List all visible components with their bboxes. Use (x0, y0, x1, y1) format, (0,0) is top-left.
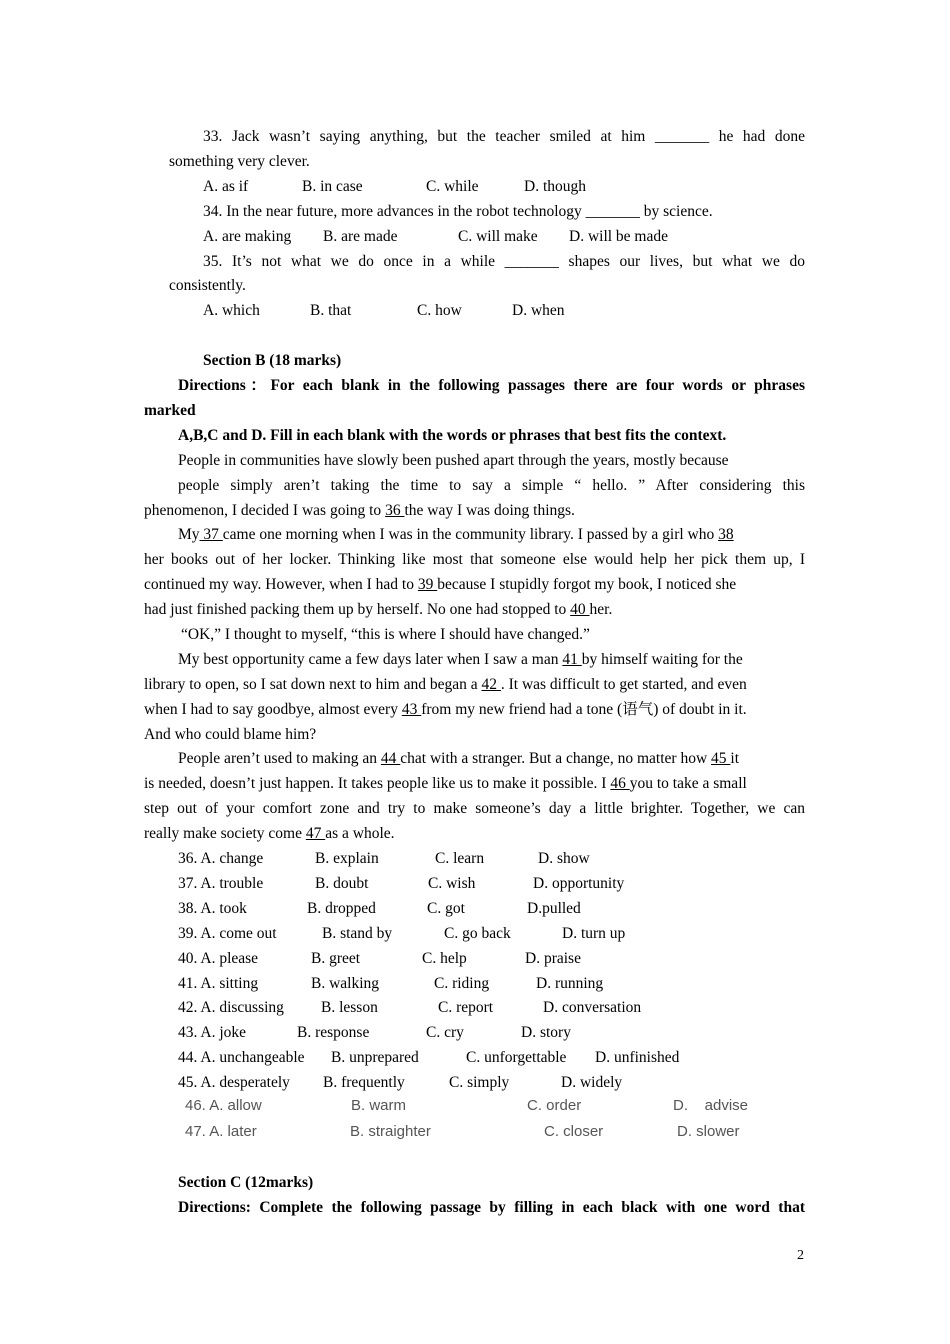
blank-46: 46 (610, 775, 630, 792)
option-b: B. dropped (307, 900, 376, 917)
question-35-text: 35. It’s not what we do once in a while _______ shapes our lives, but what we do (203, 253, 805, 270)
passage-line (144, 600, 612, 620)
blank-41: 41 (562, 651, 582, 668)
option-c: C. while (426, 178, 479, 195)
passage-text: library to open, so I sat down next to him and began a (144, 676, 482, 693)
option-c: C. how (417, 302, 462, 319)
passage-text: had just finished packing them up by herself. No one had stopped to (144, 601, 571, 618)
option-d: D. unfinished (595, 1049, 680, 1066)
option-d: D. conversation (543, 999, 642, 1016)
option-a: 42. A. discussing (178, 999, 284, 1016)
option-b: B. warm (351, 1097, 407, 1114)
blank-40: 40 (570, 601, 590, 618)
blank-42: 42 (481, 676, 501, 693)
passage-line: “OK,” I thought to myself, “this is where I should have changed.” (181, 626, 590, 643)
passage-line: people simply aren’t taking the time to say a simple “ hello. ” After considering this (178, 477, 805, 494)
option-a: 41. A. sitting (178, 975, 259, 992)
option-c: C. wish (428, 875, 476, 892)
option-c: C. got (427, 900, 465, 917)
blank-44: 44 (380, 750, 401, 767)
passage-line (144, 501, 575, 521)
question-33-text: 33. Jack wasn’t saying anything, but the teacher smiled at him _______ he had done (203, 128, 805, 145)
option-b: B. greet (311, 950, 361, 967)
option-a: 36. A. change (178, 850, 264, 867)
option-b: B. unprepared (331, 1049, 419, 1066)
option-a: 38. A. took (178, 900, 247, 917)
option-a: 44. A. unchangeable (178, 1049, 305, 1066)
option-b: B. frequently (323, 1074, 405, 1091)
option-c: C. report (438, 999, 494, 1016)
section-c-directions: Directions: Complete the following passage by filling in each black with one word that (178, 1199, 805, 1216)
option-d: D. widely (561, 1074, 623, 1091)
passage-line (144, 774, 747, 794)
section-c-heading: Section C (12marks) (178, 1174, 314, 1191)
option-b: B. straighter (350, 1123, 431, 1140)
option-d: D. running (536, 975, 604, 992)
option-a: 43. A. joke (178, 1024, 247, 1041)
passage-text: it (730, 750, 740, 767)
option-d: D. turn up (562, 925, 626, 942)
passage-line (178, 525, 734, 545)
passage-text: because I stupidly forgot my book, I noticed she (437, 576, 737, 593)
option-d: D. show (538, 850, 590, 867)
option-d: D. when (512, 302, 565, 319)
option-b: B. walking (311, 975, 380, 992)
option-c: C. riding (434, 975, 490, 992)
option-d: D. advise (673, 1097, 749, 1114)
passage-text: is needed, doesn’t just happen. It takes people like us to make it possible. I (144, 775, 611, 792)
section-b-directions: Directions：For each blank in the following passages there are four words or phrases (178, 377, 805, 394)
option-b: B. are made (323, 228, 398, 245)
section-b-directions-cont2: A,B,C and D. Fill in each blank with the words or phrases that best fits the context. (178, 427, 727, 444)
option-a: 47. A. later (185, 1123, 257, 1140)
option-d: D. though (524, 178, 586, 195)
passage-line (144, 824, 395, 844)
blank-37: 37 (199, 526, 223, 543)
option-c: C. unforgettable (466, 1049, 567, 1066)
passage-text: the way I was doing things. (404, 502, 575, 519)
option-c: C. simply (449, 1074, 510, 1091)
passage-text: My (178, 526, 200, 543)
option-d: D. opportunity (533, 875, 625, 892)
passage-text: People aren’t used to making an (178, 750, 381, 767)
blank-45: 45 (711, 750, 731, 767)
option-a: A. are making (203, 228, 292, 245)
section-b-heading: Section B (18 marks) (203, 352, 342, 369)
question-35-continuation: consistently. (169, 277, 246, 294)
option-b: B. response (297, 1024, 370, 1041)
option-a: A. which (203, 302, 260, 319)
option-a: 45. A. desperately (178, 1074, 290, 1091)
option-c: C. go back (444, 925, 511, 942)
option-c: C. cry (426, 1024, 464, 1041)
passage-text: from my new friend had a tone (语气) of doubt in it. (421, 701, 747, 718)
option-c: C. order (527, 1097, 582, 1114)
passage-text: chat with a stranger. But a change, no matter how (400, 750, 712, 767)
option-b: B. explain (315, 850, 379, 867)
passage-text: continued my way. However, when I had to (144, 576, 418, 593)
option-b: B. stand by (322, 925, 393, 942)
option-c: C. help (422, 950, 467, 967)
option-a: 39. A. come out (178, 925, 277, 942)
passage-text: My best opportunity came a few days later when I saw a man (178, 651, 563, 668)
option-a: A. as if (203, 178, 249, 195)
passage-line: step out of your comfort zone and try to make someone’s day a little brighter. Together, we can (144, 800, 805, 817)
blank-39: 39 (417, 576, 438, 593)
passage-text: when I had to say goodbye, almost every (144, 701, 402, 718)
passage-line (178, 650, 743, 670)
blank-43: 43 (401, 701, 422, 718)
page-number: 2 (797, 1248, 804, 1263)
section-b-directions-cont: marked (144, 402, 196, 419)
passage-text: . It was difficult to get started, and even (500, 676, 747, 693)
passage-line (144, 675, 747, 695)
passage-text: as a whole. (325, 825, 395, 842)
passage-text: her. (589, 601, 613, 618)
option-d: D. story (521, 1024, 571, 1041)
passage-text: by himself waiting for the (581, 651, 743, 668)
blank-38: 38 (718, 526, 734, 543)
question-34-text: 34. In the near future, more advances in the robot technology _______ by science. (203, 203, 713, 220)
passage-line: her books out of her locker. Thinking like most that someone else would help her pick them up, I (144, 551, 805, 568)
option-d: D. slower (677, 1123, 740, 1140)
option-a: 40. A. please (178, 950, 259, 967)
question-33-continuation: something very clever. (169, 153, 310, 170)
option-b: B. that (310, 302, 352, 319)
blank-47: 47 (305, 825, 326, 842)
passage-text: you to take a small (629, 775, 747, 792)
option-d: D. praise (525, 950, 581, 967)
passage-line: People in communities have slowly been pushed apart through the years, mostly because (178, 452, 729, 469)
passage-line (144, 700, 747, 720)
option-a: 37. A. trouble (178, 875, 264, 892)
option-b: B. doubt (315, 875, 369, 892)
option-b: B. in case (302, 178, 363, 195)
passage-text: phenomenon, I decided I was going to (144, 502, 386, 519)
option-d: D.pulled (527, 900, 581, 917)
option-c: C. closer (544, 1123, 604, 1140)
passage-line (144, 575, 736, 595)
option-d: D. will be made (569, 228, 669, 245)
option-c: C. will make (458, 228, 538, 245)
option-a: 46. A. allow (185, 1097, 262, 1114)
option-b: B. lesson (321, 999, 378, 1016)
blank-36: 36 (385, 502, 405, 519)
option-c: C. learn (435, 850, 485, 867)
passage-text: really make society come (144, 825, 306, 842)
passage-line (178, 749, 739, 769)
passage-text: came one morning when I was in the community library. I passed by a girl who (222, 526, 719, 543)
passage-line: And who could blame him? (144, 726, 317, 743)
